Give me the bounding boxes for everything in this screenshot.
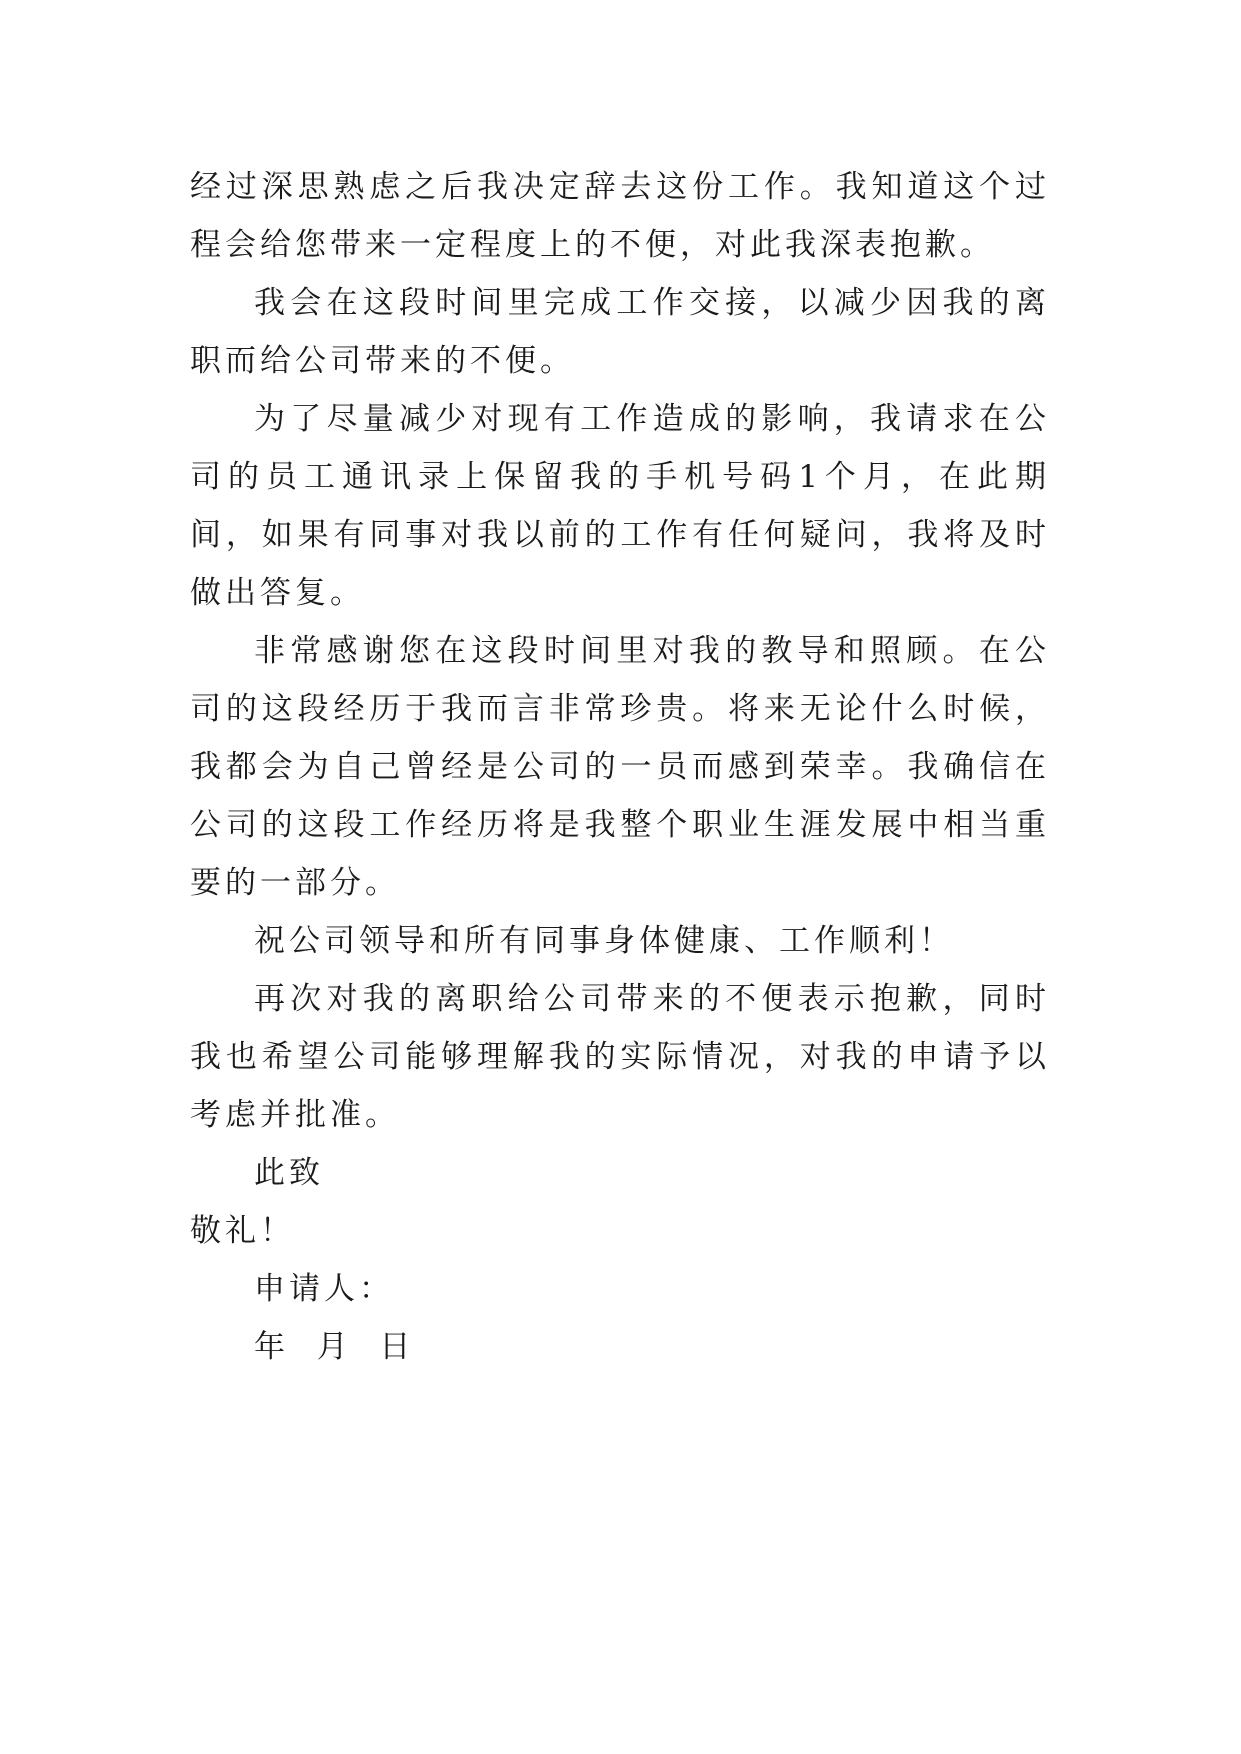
paragraph-wishes: 祝公司领导和所有同事身体健康、工作顺利！ bbox=[254, 923, 954, 959]
letter-body bbox=[190, 158, 1050, 1376]
paragraph-contact: 为了尽量减少对现有工作造成的影响，我请求在公司的员工通讯录上保留我的手机号码1个月，在此期间，如果有同事对我以前的工作有任何疑问，我将及时做出答复。 bbox=[190, 401, 1050, 611]
applicant-label: 申请人： bbox=[254, 1271, 394, 1307]
paragraph-apology: 再次对我的离职给公司带来的不便表示抱歉，同时我也希望公司能够理解我的实际情况，对我的申请予以考虑并批准。 bbox=[190, 981, 1050, 1133]
paragraph-opening: 经过深思熟虑之后我决定辞去这份工作。我知道这个过程会给您带来一定程度上的不便，对此我深表抱歉。 bbox=[190, 169, 1050, 263]
paragraph-handover: 我会在这段时间里完成工作交接，以减少因我的离职而给公司带来的不便。 bbox=[190, 285, 1050, 379]
date-line: 年 月 日 bbox=[254, 1329, 415, 1365]
closing-cizhi: 此致 bbox=[254, 1155, 324, 1191]
closing-jingli: 敬礼！ bbox=[190, 1213, 295, 1249]
paragraph-thanks: 非常感谢您在这段时间里对我的教导和照顾。在公司的这段经历于我而言非常珍贵。将来无论什么时候，我都会为自己曾经是公司的一员而感到荣幸。我确信在公司的这段工作经历将是我整个职业生涯发展中相当重要的一部分。 bbox=[190, 633, 1050, 901]
